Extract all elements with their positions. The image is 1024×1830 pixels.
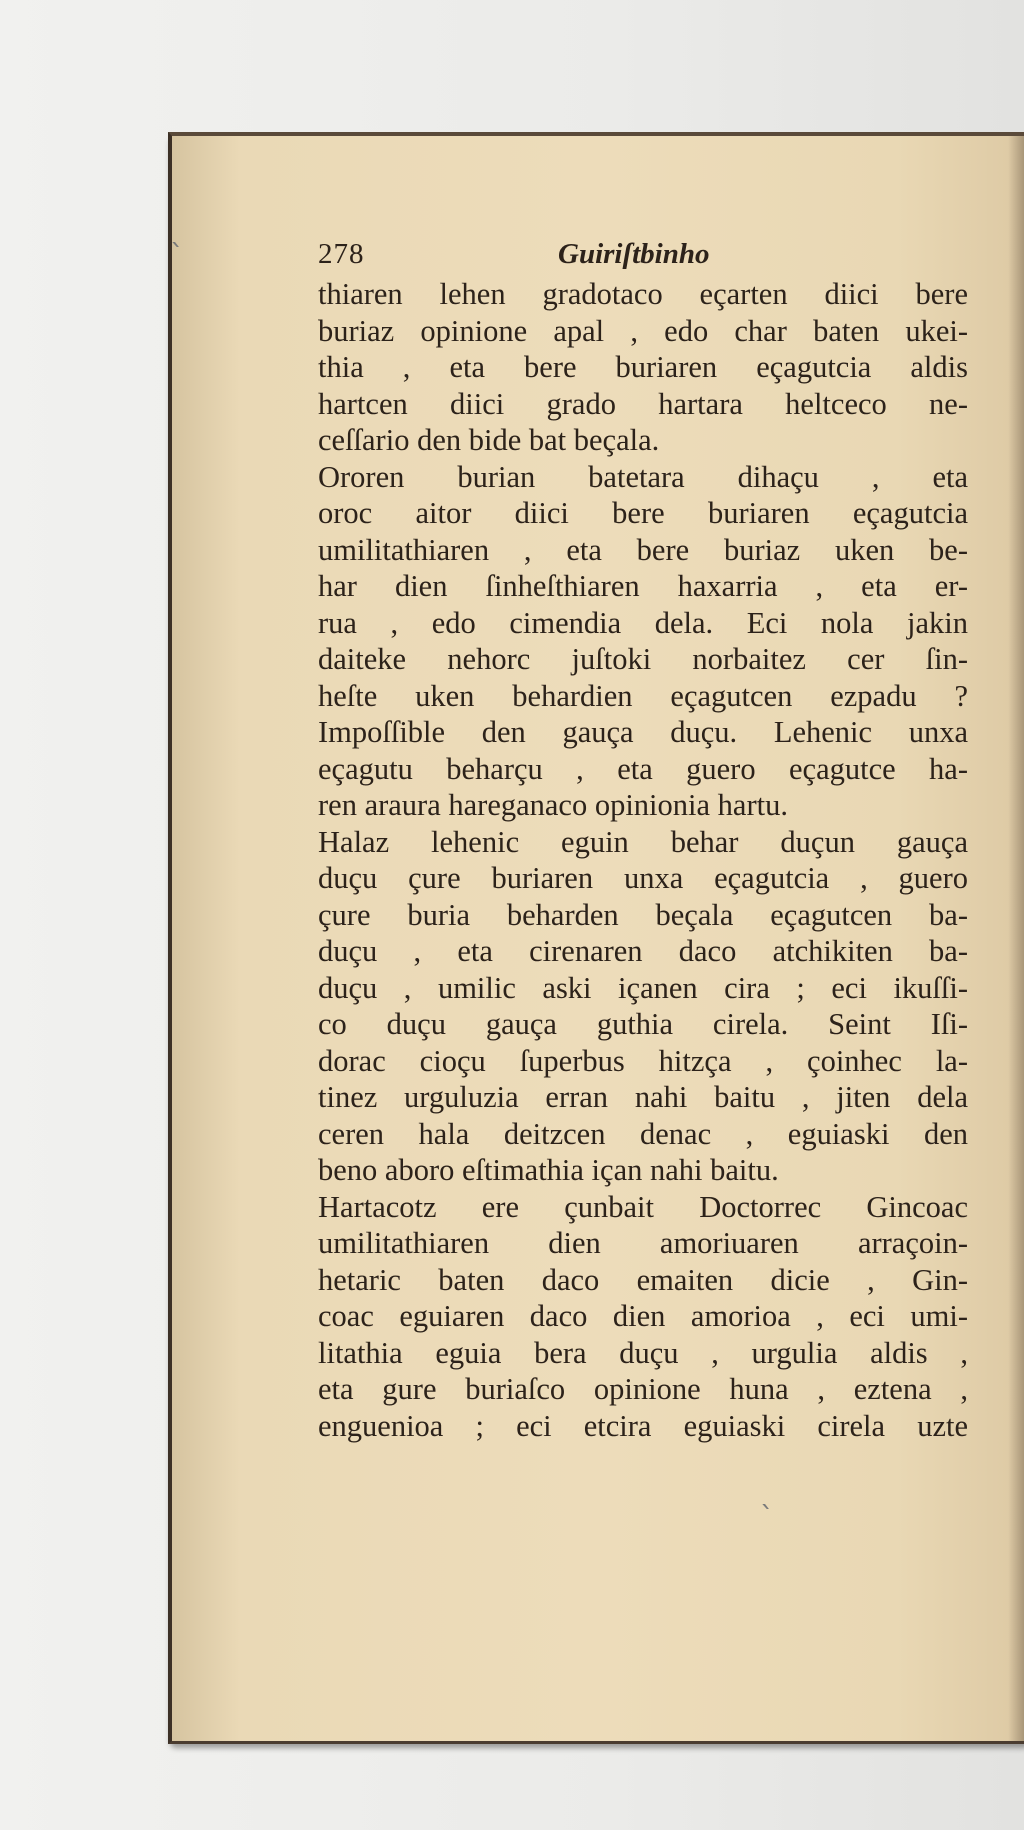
text-line: umilitathiaren dien amoriuaren arraçoin- <box>318 1226 968 1260</box>
margin-mark: ˋ <box>760 1500 774 1533</box>
text-line: eta gure buriaſco opinione huna , eztena , <box>318 1372 968 1406</box>
text-line: Ororen burian batetara dihaçu , eta <box>318 459 968 494</box>
running-head <box>318 236 968 276</box>
text-line: litathia eguia bera duçu , urgulia aldis , <box>318 1335 968 1370</box>
text-line: co duçu gauça guthia cirela. Seint Iſi- <box>318 1007 968 1041</box>
text-line: tinez urguluzia erran nahi baitu , jiten dela <box>318 1080 968 1114</box>
text-line: rua , edo cimendia dela. Eci nola jakin <box>318 605 968 640</box>
page-number: 278 <box>318 238 365 270</box>
text-line: daiteke nehorc juſtoki norbaitez cer ſin- <box>318 642 968 676</box>
text-line: hetaric baten daco emaiten dicie , Gin- <box>318 1262 968 1297</box>
text-line: oroc aitor diici bere buriaren eçagutcia <box>318 496 968 530</box>
text-line: har dien ſinheſthiaren haxarria , eta er- <box>318 569 968 603</box>
text-line: ren araura hareganaco opinionia hartu. <box>318 788 788 822</box>
page-spine-shading <box>1008 136 1024 1741</box>
body-text <box>318 276 968 1444</box>
text-line: hartcen diici grado hartara heltceco ne- <box>318 386 968 421</box>
margin-mark: ˋ <box>170 238 184 271</box>
text-line: duçu , eta cirenaren daco atchikiten ba- <box>318 934 968 968</box>
text-line: beno aboro eſtimathia içan nahi baitu. <box>318 1153 779 1187</box>
text-line: thia , eta bere buriaren eçagutcia aldis <box>318 350 968 384</box>
text-line: heſte uken behardien eçagutcen ezpadu ? <box>318 678 968 713</box>
text-line: Impoſſible den gauça duçu. Lehenic unxa <box>318 715 968 749</box>
text-line: buriaz opinione apal , edo char baten ukei- <box>318 313 968 348</box>
text-line: eçagutu beharçu , eta guero eçagutce ha- <box>318 751 968 786</box>
book-page <box>168 132 1024 1744</box>
running-title: Guiriſtbinho <box>558 238 710 270</box>
text-line: duçu , umilic aski içanen cira ; eci ikuſſi- <box>318 970 968 1005</box>
text-line: çure buria beharden beçala eçagutcen ba- <box>318 897 968 932</box>
text-line: thiaren lehen gradotaco eçarten diici bere <box>318 277 968 311</box>
text-line: dorac cioçu ſuperbus hitzça , çoinhec la- <box>318 1043 968 1078</box>
text-line: coac eguiaren daco dien amorioa , eci umi- <box>318 1299 968 1333</box>
text-block <box>318 236 968 1444</box>
text-line: duçu çure buriaren unxa eçagutcia , guero <box>318 861 968 895</box>
text-line: umilitathiaren , eta bere buriaz uken be- <box>318 532 968 567</box>
text-line: ceren hala deitzcen denac , eguiaski den <box>318 1116 968 1151</box>
text-line: Halaz lehenic eguin behar duçun gauça <box>318 824 968 859</box>
text-line: ceſſario den bide bat beçala. <box>318 423 660 457</box>
text-line: Hartacotz ere çunbait Doctorrec Gincoac <box>318 1189 968 1224</box>
text-line: enguenioa ; eci etcira eguiaski cirela uzte <box>318 1408 968 1443</box>
